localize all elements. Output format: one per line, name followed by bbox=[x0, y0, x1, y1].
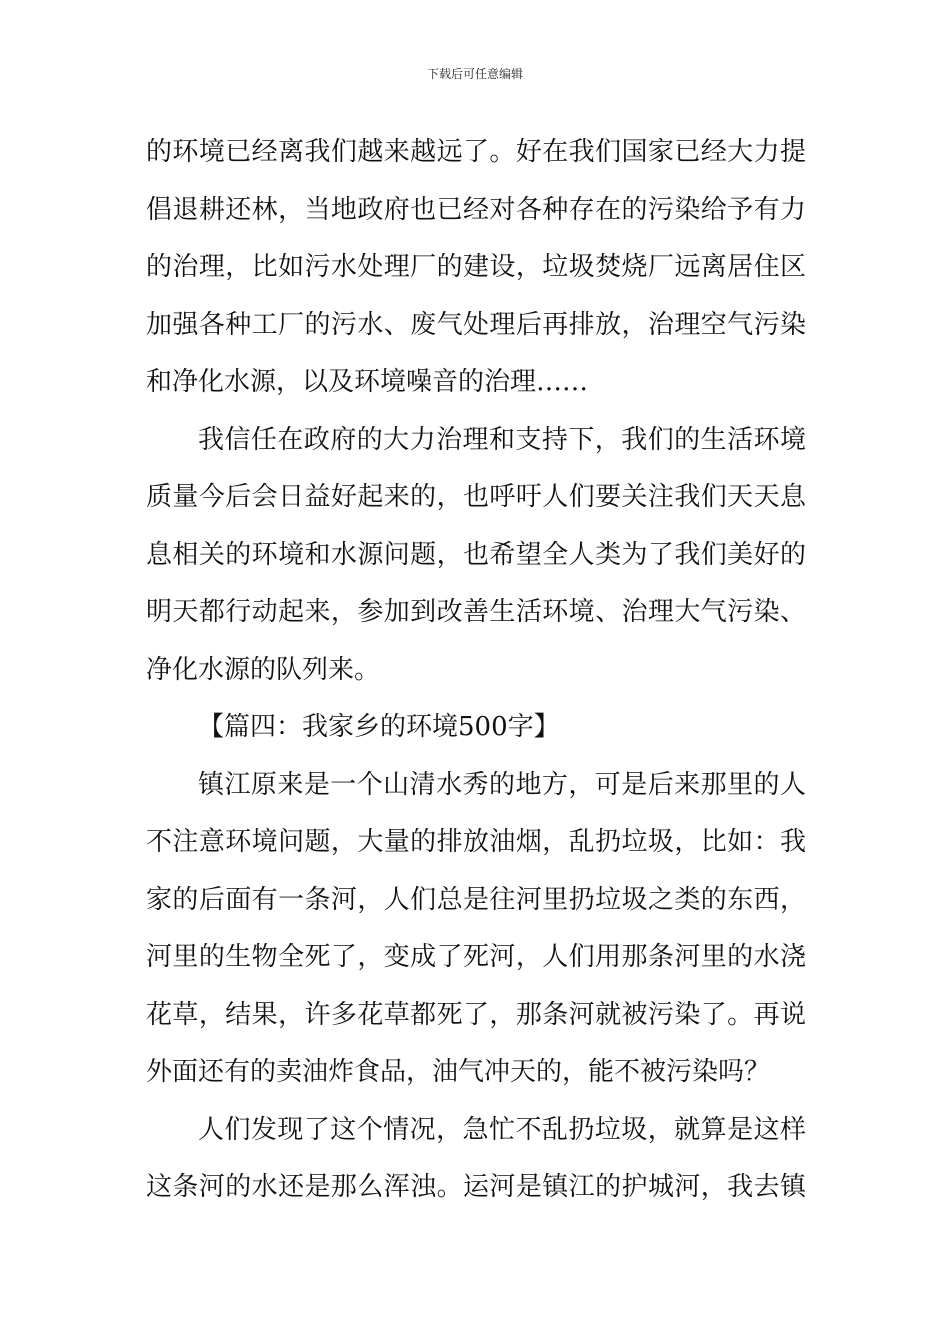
text-line: 净化水源的队列来。 bbox=[146, 654, 381, 685]
text-line: 和净化水源，以及环境噪音的治理…… bbox=[146, 367, 589, 397]
text-line: 的治理，比如污水处理厂的建设，垃圾焚烧厂远离居住区 bbox=[146, 252, 806, 282]
paragraph-4 bbox=[146, 1102, 806, 1217]
text-line: 不注意环境问题，大量的排放油烟，乱扔垃圾，比如：我 bbox=[146, 827, 806, 857]
paragraph-1 bbox=[146, 124, 806, 412]
text-line: 我信任在政府的大力治理和支持下，我们的生活环境 bbox=[198, 424, 806, 455]
paragraph-3 bbox=[146, 757, 806, 1102]
text-line: 人们发现了这个情况，急忙不乱扔垃圾，就算是这样 bbox=[198, 1114, 806, 1145]
paragraph-2 bbox=[146, 412, 806, 700]
text-line: 的环境已经离我们越来越远了。好在我们国家已经大力提 bbox=[146, 137, 806, 167]
text-line: 外面还有的卖油炸食品，油气冲天的，能不被污染吗？ bbox=[146, 1057, 771, 1087]
text-line: 倡退耕还林，当地政府也已经对各种存在的污染给予有力 bbox=[146, 194, 806, 225]
document-body bbox=[146, 124, 806, 1217]
text-line: 镇江原来是一个山清水秀的地方，可是后来那里的人 bbox=[198, 769, 806, 800]
text-line: 息相关的环境和水源问题，也希望全人类为了我们美好的 bbox=[146, 539, 806, 570]
text-line: 河里的生物全死了，变成了死河，人们用那条河里的水浇 bbox=[146, 942, 806, 972]
text-line: 质量今后会日益好起来的，也呼吁人们要关注我们天天息 bbox=[146, 482, 806, 512]
text-line: 花草，结果，许多花草都死了，那条河就被污染了。再说 bbox=[146, 999, 806, 1030]
text-line: 家的后面有一条河，人们总是往河里扔垃圾之类的东西， bbox=[146, 884, 806, 915]
text-line: 这条河的水还是那么浑浊。运河是镇江的护城河，我去镇 bbox=[146, 1172, 806, 1202]
text-line: 加强各种工厂的污水、废气处理后再排放，治理空气污染 bbox=[146, 309, 806, 340]
text-line: 明天都行动起来，参加到改善生活环境、治理大气污染、 bbox=[146, 597, 806, 627]
page-header: 下载后可任意编辑 bbox=[426, 67, 523, 81]
section-heading: 【篇四：我家乡的环境500字】 bbox=[198, 712, 560, 742]
